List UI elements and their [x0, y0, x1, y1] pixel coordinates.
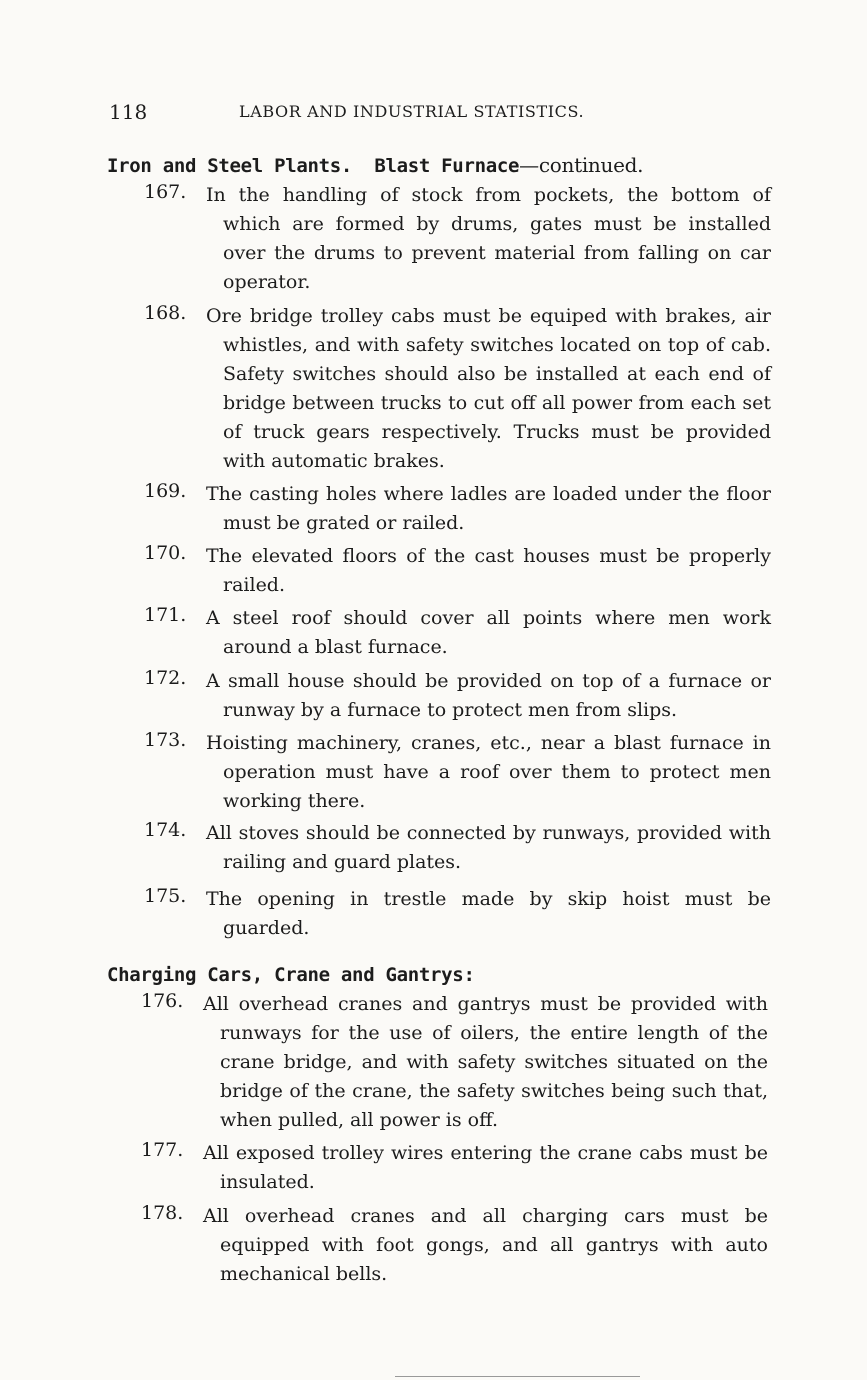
section-title-charging-cars [107, 962, 475, 986]
rule-item-169 [144, 480, 771, 538]
item-number: 171. [144, 604, 187, 626]
page-number: 118 [109, 100, 148, 124]
item-number: 174. [144, 819, 187, 841]
item-number: 167. [144, 181, 187, 203]
section-title-text: Iron and Steel Plants. Blast Furnace [107, 155, 520, 177]
page-header [109, 100, 669, 130]
item-text: All stoves should be connected by runways, provided with railing and guard plates. [206, 822, 771, 873]
item-text: Hoisting machinery, cranes, etc., near a blast furnace in operation must have a roof over them to protect men working there. [206, 732, 771, 812]
item-text: In the handling of stock from pockets, the bottom of which are formed by drums, gates must be installed over the drums to prevent material from falling on car operator. [206, 184, 771, 293]
item-text: The casting holes where ladles are loaded under the floor must be grated or railed. [206, 483, 771, 534]
rule-item-168 [144, 302, 771, 476]
bottom-rule [395, 1376, 640, 1377]
item-text: A small house should be provided on top of a furnace or runway by a furnace to protect men from slips. [206, 670, 771, 721]
rule-item-173 [144, 729, 771, 816]
item-text: Ore bridge trolley cabs must be equiped with brakes, air whistles, and with safety switches located on top of cab. Safety switches should also be installed at each end of bridge between trucks to cut off all power from each set of truck gears respectively. Trucks must be provided with automatic brakes. [206, 305, 771, 472]
item-number: 172. [144, 667, 187, 689]
item-text: The elevated floors of the cast houses must be properly railed. [206, 545, 771, 596]
rule-item-178 [141, 1202, 768, 1289]
rule-item-176 [141, 990, 768, 1135]
rule-item-171 [144, 604, 771, 662]
rule-item-177 [141, 1139, 768, 1197]
item-number: 176. [141, 990, 184, 1012]
item-number: 170. [144, 542, 187, 564]
item-text: The opening in trestle made by skip hoist must be guarded. [206, 888, 771, 939]
item-number: 178. [141, 1202, 184, 1224]
item-text: A steel roof should cover all points where men work around a blast furnace. [206, 607, 771, 658]
rule-item-174 [144, 819, 771, 877]
item-number: 169. [144, 480, 187, 502]
running-head: LABOR AND INDUSTRIAL STATISTICS. [239, 102, 585, 121]
rule-item-167 [144, 181, 771, 297]
item-text: All exposed trolley wires entering the crane cabs must be insulated. [203, 1142, 768, 1193]
section-title-text: Charging Cars, Crane and Gantrys: [107, 964, 475, 986]
rule-item-170 [144, 542, 771, 600]
section-title-suffix: —continued. [519, 153, 644, 177]
item-number: 168. [144, 302, 187, 324]
rule-item-175 [144, 885, 771, 943]
section-title-blast-furnace [107, 153, 643, 177]
item-number: 175. [144, 885, 187, 907]
item-number: 173. [144, 729, 187, 751]
item-number: 177. [141, 1139, 184, 1161]
item-text: All overhead cranes and all charging cars must be equipped with foot gongs, and all gantrys with auto mechanical bells. [203, 1205, 768, 1285]
rule-item-172 [144, 667, 771, 725]
item-text: All overhead cranes and gantrys must be provided with runways for the use of oilers, the entire length of the crane bridge, and with safety switches situated on the bridge of the crane, the safety switches being such that, when pulled, all power is off. [203, 993, 768, 1131]
